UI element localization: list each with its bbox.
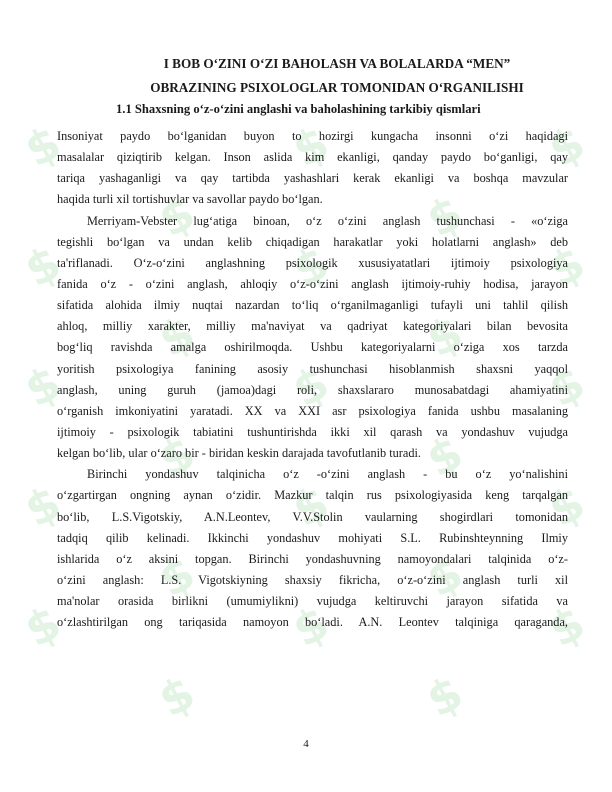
- svg-text:$: $: [283, 355, 338, 418]
- svg-text:$: $: [149, 545, 204, 608]
- section-heading: 1.1 Shaxsning o‘z-o‘zini anglashi va baholashining tarkibiy qismlari: [116, 102, 481, 116]
- text-line: ishlarida o‘z aksini topgan. Birinchi yondashuvning namoyondalari talqinida o‘z-: [57, 551, 568, 566]
- svg-text:$: $: [15, 235, 70, 298]
- svg-text:$: $: [539, 115, 594, 178]
- text-line: o‘zgartirgan ongning aynan o‘zidir. Mazkur talqin rus psixologiyasida keng tarqalgan: [57, 488, 568, 503]
- svg-text:$: $: [15, 595, 70, 658]
- text-line: ahloq, milliy xarakter, milliy ma'naviyat va qadriyat kategoriyalari bilan bevosita: [57, 319, 568, 334]
- text-line: o‘zlashtirilgan ong tariqasida namoyon bo‘ladi. A.N. Leontev talqiniga qaraganda,: [57, 615, 568, 630]
- svg-text:$: $: [149, 305, 204, 368]
- text-line: ma'nolar orasida birlikni (umumiylikni) vujudga keltiruvchi jarayon sifatida va: [57, 594, 568, 609]
- svg-text:$: $: [417, 665, 472, 728]
- svg-text:$: $: [283, 595, 338, 658]
- svg-text:$: $: [15, 475, 70, 538]
- svg-text:$: $: [149, 185, 204, 248]
- svg-text:$: $: [539, 595, 594, 658]
- body-text: [57, 126, 568, 633]
- svg-text:$: $: [283, 115, 338, 178]
- text-line: kelgan bo‘lib, ular o‘zaro bir - biridan keskin darajada tavofutlanib turadi.: [57, 446, 421, 461]
- text-line: bo‘lib, L.S.Vigotskiy, A.N.Leontev, V.V.Stolin vaularning shogirdlari tomonidan: [57, 509, 568, 524]
- text-line: sifatida alohida ilmiy nuqtai nazardan to‘liq o‘rganilmaganligi tufayli uni tahlil qilish: [57, 298, 568, 313]
- text-line: haqida turli xil tortishuvlar va savollar paydo bo‘lgan.: [57, 192, 323, 207]
- text-line: Insoniyat paydo bo‘lganidan buyon to hozirgi kungacha insonni o‘zi haqidagi: [57, 129, 568, 143]
- svg-text:$: $: [15, 355, 70, 418]
- svg-text:$: $: [539, 475, 594, 538]
- svg-text:$: $: [283, 475, 338, 538]
- text-line: o‘zini anglash: L.S. Vigotskiyning shaxsiy fikricha, o‘z-o‘zini anglash turli xil: [57, 572, 568, 587]
- svg-text:$: $: [417, 305, 472, 368]
- svg-text:$: $: [539, 235, 594, 298]
- svg-text:$: $: [283, 235, 338, 298]
- text-line: o‘rganish imkoniyatini yaratadi. XX va XXI asr psixologiya fanida ushbu masalaning: [57, 403, 568, 418]
- svg-text:$: $: [417, 425, 472, 488]
- text-line: anglash, uning guruh (jamoa)dagi roli, shaxslararo munosabatdagi ahamiyatini: [57, 382, 568, 397]
- svg-text:$: $: [539, 355, 594, 418]
- text-line: fanida o‘z - o‘zini anglash, ahloqiy o‘z-o‘zini anglash ijtimoiy-ruhiy hodisa, jarayon: [57, 276, 568, 291]
- text-line: Merriyam-Vebster lug‘atiga binoan, o‘z o‘zini anglash tushunchasi - «o‘ziga: [87, 213, 568, 228]
- text-line: Birinchi yondashuv talqinicha o‘z -o‘zini anglash - bu o‘z yo‘nalishini: [87, 467, 568, 482]
- chapter-title-line-2: OBRAZINING PSIXOLOGLAR TOMONIDAN O‘RGANILISHI: [150, 80, 524, 95]
- text-line: ijtimoiy - psixologik tabiatini tushuntirishda ikki xil qarash va yondashuv vujudga: [57, 424, 568, 439]
- text-line: tadqiq qilib kelinadi. Ikkinchi yondashuv mohiyati S.L. Rubinshteynning Ilmiy: [57, 530, 568, 545]
- text-line: masalalar qiziqtirib kelgan. Inson aslida kim ekanligi, qanday paydo bo‘ganligi, qay: [57, 150, 568, 165]
- svg-text:$: $: [417, 185, 472, 248]
- text-line: tariqa yashaganligi va qay tartibda yashashlari kerak ekanligi va boshqa mavzular: [57, 171, 568, 186]
- svg-text:$: $: [149, 425, 204, 488]
- svg-text:$: $: [417, 545, 472, 608]
- text-line: tegishli bo‘lgan va undan kelib chiqadigan harakatlar yoki holatlarni anglash» deb: [57, 234, 568, 249]
- page-number: 4: [303, 738, 309, 750]
- svg-text:$: $: [149, 665, 204, 728]
- text-line: ta'riflanadi. O‘z-o‘zini anglashning psixologik xususiyatatlari ijtimoiy psixologiya: [57, 255, 568, 270]
- svg-text:$: $: [15, 115, 70, 178]
- text-line: bog‘liq ravishda amalga oshirilmoqda. Ushbu kategoriyalarni o‘ziga xos tarzda: [57, 340, 568, 355]
- text-line: yoritish psixologiya fanining asosiy tushunchasi hisoblanmish shaxsni yaqqol: [57, 361, 568, 376]
- chapter-title-line-1: I BOB O‘ZINI O‘ZI BAHOLASH VA BOLALARDA “MEN”: [163, 56, 511, 71]
